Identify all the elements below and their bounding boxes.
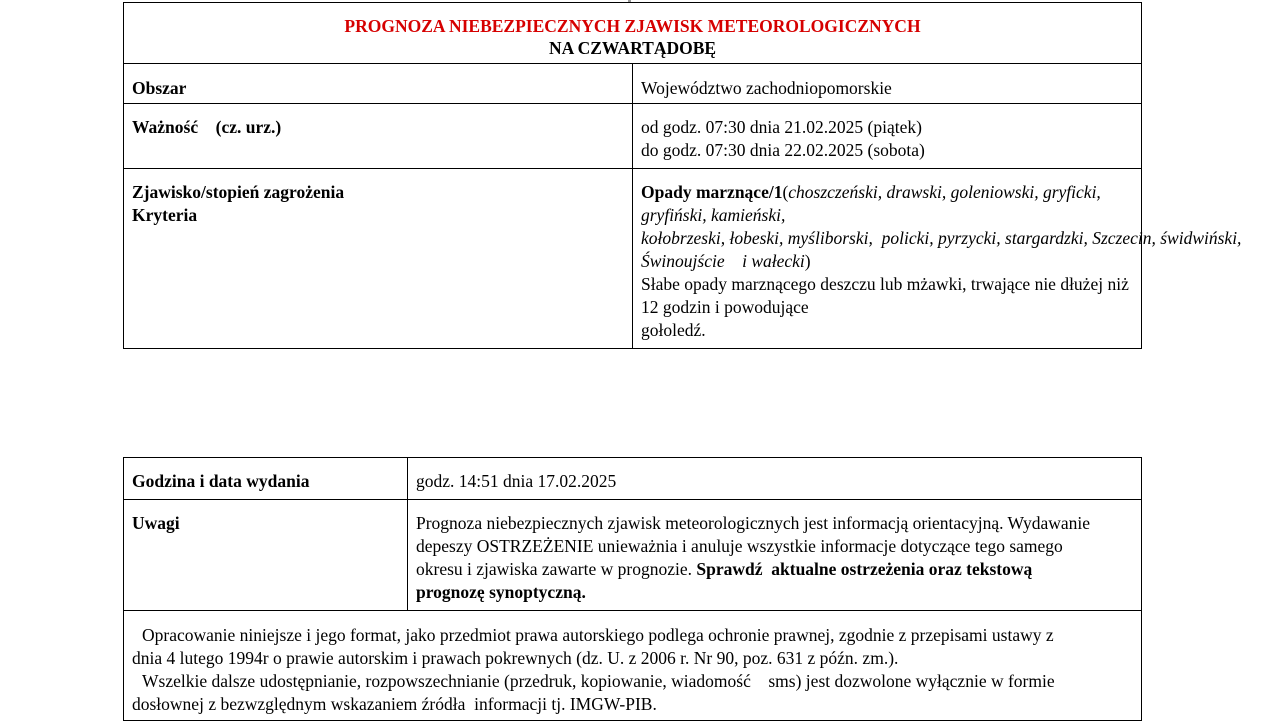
phenomenon-row bbox=[124, 169, 1142, 349]
validity-to: do godz. 07:30 dnia 22.02.2025 (sobota) bbox=[641, 140, 925, 160]
criteria-line1: Słabe opady marznącego deszczu lub mżawki, trwające nie dłużej niż 12 godzin i powodujące bbox=[641, 274, 1129, 317]
remarks-line1: Prognoza niebezpiecznych zjawisk meteorologicznych jest informacją orientacyjną. Wydawanie bbox=[416, 513, 1091, 533]
remarks-line3: okresu i zjawiska zawarte w prognozie. bbox=[416, 559, 697, 579]
issued-value: godz. 14:51 dnia 17.02.2025 bbox=[408, 458, 1142, 500]
area-row bbox=[124, 64, 1142, 104]
counties-line2: kołobrzeski, łobeski, myśliborski, policki, pyrzycki, stargardzki, Szczecin, świdwiński, bbox=[641, 228, 1242, 248]
area-value: Województwo zachodniopomorskie bbox=[633, 64, 1142, 104]
phenomenon-name: Opady marznące/1 bbox=[641, 182, 783, 202]
validity-label: Ważność (cz. urz.) bbox=[124, 104, 633, 169]
document-title: PROGNOZA NIEBEZPIECZNYCH ZJAWISK METEOROLOGICZNYCH bbox=[344, 16, 921, 36]
validity-from: od godz. 07:30 dnia 21.02.2025 (piątek) bbox=[641, 117, 922, 137]
copyright-line1: Opracowanie niniejsze i jego format, jako przedmiot prawa autorskiego podlega ochronie prawnej, zgodnie z przepisami ustawy z bbox=[142, 625, 1054, 645]
copyright-line3: Wszelkie dalsze udostępnianie, rozpowszechnianie (przedruk, kopiowanie, wiadomość sms) jest dozwolone wyłącznie w formie bbox=[142, 671, 1055, 691]
phenomenon-label-line2: Kryteria bbox=[132, 205, 198, 225]
remarks-check-warnings: Sprawdź aktualne ostrzeżenia oraz tekstową bbox=[696, 559, 1033, 579]
remarks-line2: depeszy OSTRZEŻENIE unieważnia i anuluje wszystkie informacje dotyczące tego samego bbox=[416, 536, 1063, 556]
counties-line3: Świnoujście i wałecki bbox=[641, 251, 805, 271]
title-row bbox=[124, 3, 1142, 64]
copyright-cell bbox=[124, 611, 1142, 721]
criteria-line2: gołoledź. bbox=[641, 320, 706, 340]
phenomenon-label bbox=[124, 169, 633, 349]
phenomenon-label-line1: Zjawisko/stopień zagrożenia bbox=[132, 182, 345, 202]
remarks-synoptic: prognozę synoptyczną. bbox=[416, 582, 586, 602]
issued-label: Godzina i data wydania bbox=[124, 458, 408, 500]
forecast-table bbox=[123, 2, 1242, 349]
counties-line1: choszczeński, drawski, goleniowski, gryficki, gryfiński, kamieński, bbox=[641, 182, 1101, 225]
remarks-row bbox=[124, 500, 1142, 611]
validity-value bbox=[633, 104, 1142, 169]
title-cell bbox=[124, 3, 1142, 64]
phenomenon-value: Opady marznące/1(choszczeński, drawski, goleniowski, gryficki, gryfiński, kamieński, kołobrzeski, łobeski, myśliborski, policki, pyrzycki, stargardzki, Szczecin, świdwiński, Świnoujście i wałecki) Słabe opady marznącego deszczu lub mżawki, trwające nie dłużej niż 12 godzin i powodujące gołoledź. bbox=[633, 169, 1142, 349]
validity-row bbox=[124, 104, 1142, 169]
document-subtitle: NA CZWARTĄDOBĘ bbox=[548, 38, 717, 58]
copyright-line4: dosłownej z bezwzględnym wskazaniem źródła informacji tj. IMGW-PIB. bbox=[132, 694, 657, 714]
copyright-line2: dnia 4 lutego 1994r o prawie autorskim i prawach pokrewnych (dz. U. z 2006 r. Nr 90, poz. 631 z późn. zm.). bbox=[132, 648, 899, 668]
issue-info-table bbox=[123, 457, 1142, 721]
issued-row bbox=[124, 458, 1142, 500]
remarks-label: Uwagi bbox=[124, 500, 408, 611]
area-label: Obszar bbox=[124, 64, 633, 104]
remarks-value bbox=[408, 500, 1142, 611]
copyright-row bbox=[124, 611, 1142, 721]
